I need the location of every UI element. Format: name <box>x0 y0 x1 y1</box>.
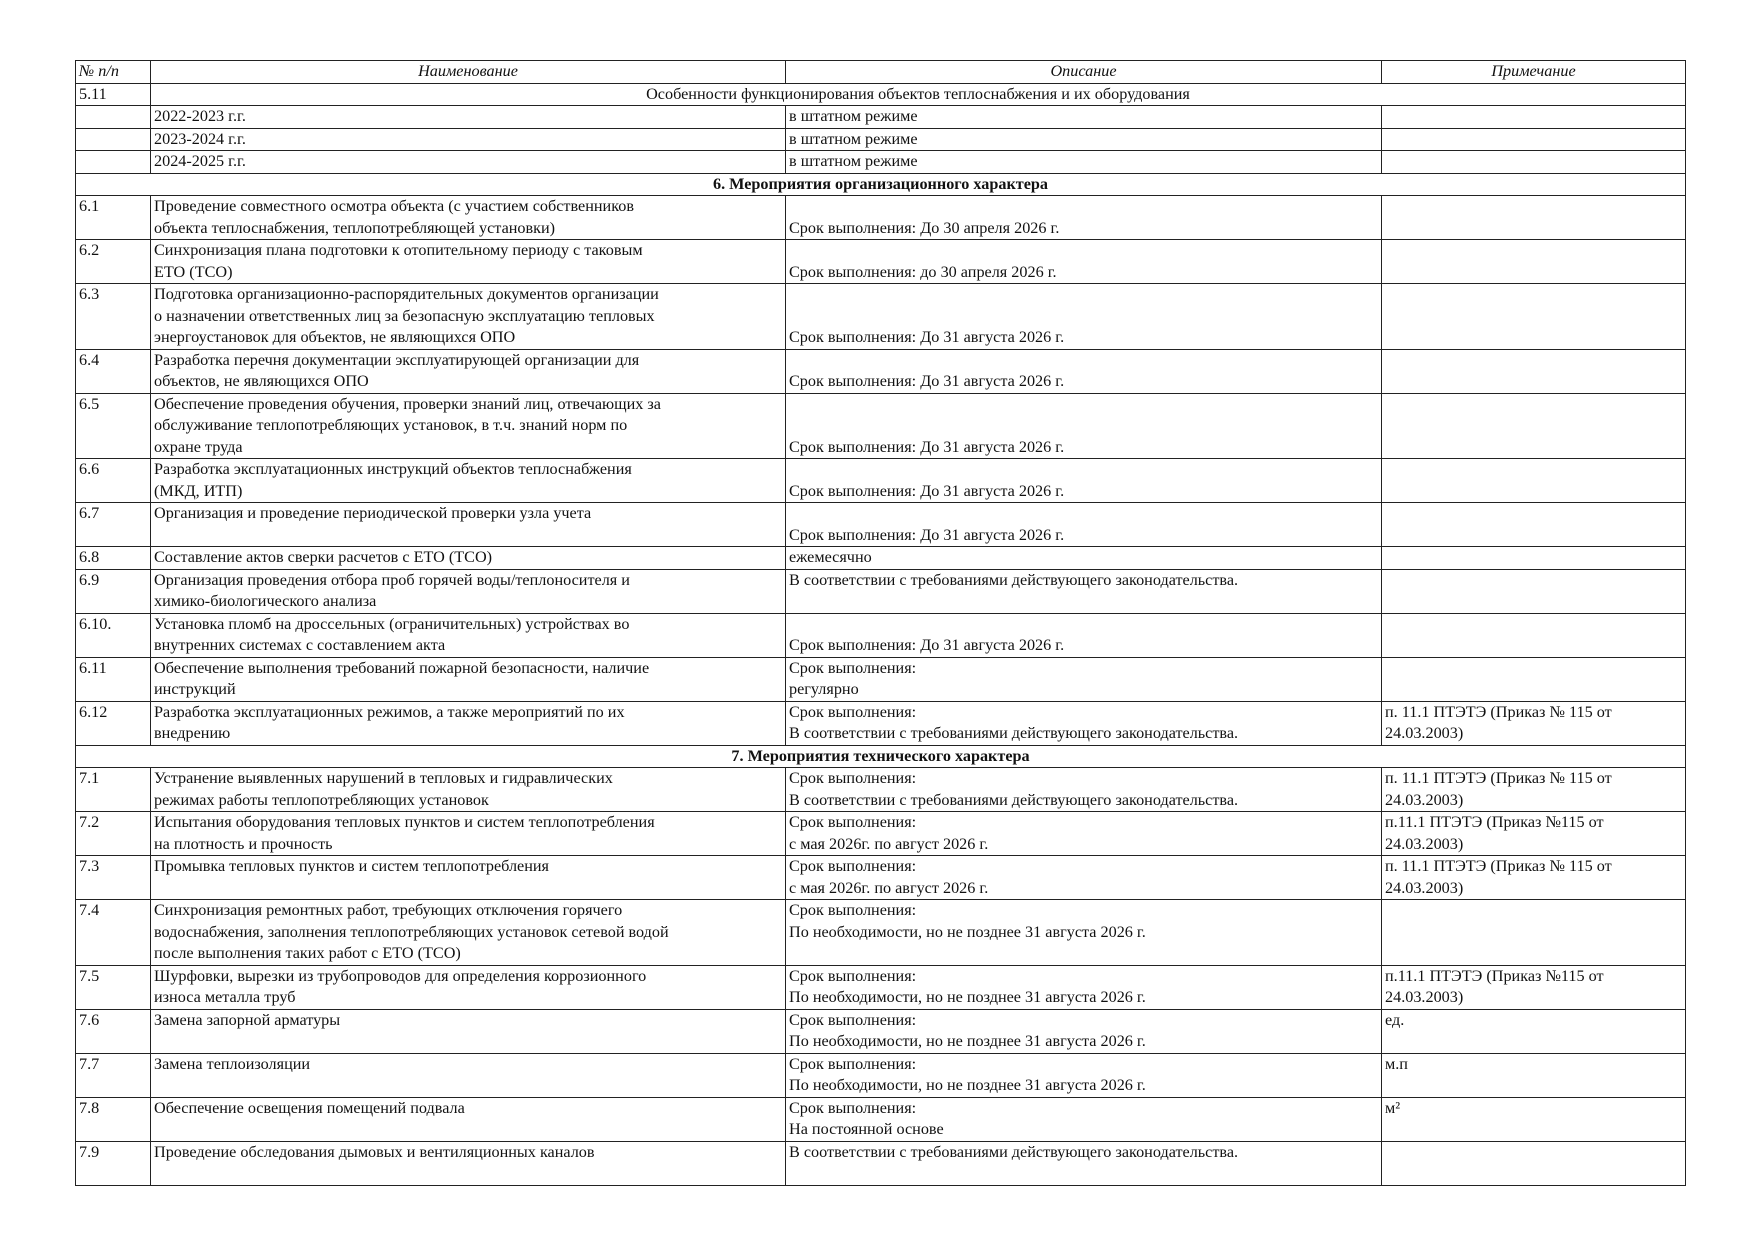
row-name: 2023-2024 г.г. <box>151 128 786 151</box>
row-note <box>1382 1097 1686 1141</box>
row-name <box>151 657 786 701</box>
row-note <box>1382 196 1686 240</box>
table-row <box>76 1053 1686 1097</box>
table-row <box>76 613 1686 657</box>
row-num: 6.6 <box>76 459 151 503</box>
row-num: 7.5 <box>76 965 151 1009</box>
header-description: Описание <box>786 61 1382 84</box>
row-note-line: 24.03.2003) <box>1385 834 1464 853</box>
row-note <box>1382 151 1686 174</box>
row-description-line: Срок выполнения: <box>789 658 917 677</box>
row-name-line: объекта теплоснабжения, теплопотребляющей установки) <box>154 218 556 237</box>
row-note-line: м.п <box>1385 1054 1408 1073</box>
row-description <box>786 1097 1382 1141</box>
table-row <box>76 151 1686 174</box>
row-description: в штатном режиме <box>786 151 1382 174</box>
row-note-line: 24.03.2003) <box>1385 988 1464 1006</box>
row-num: 6.7 <box>76 503 151 547</box>
row-description <box>786 856 1382 900</box>
row-name-line: о назначении ответственных лиц за безопасную эксплуатацию тепловых <box>154 306 655 325</box>
row-description <box>786 284 1382 350</box>
row-name-line: объектов, не являющихся ОПО <box>154 372 369 390</box>
row-name-line <box>154 1031 782 1053</box>
row-description: в штатном режиме <box>786 128 1382 151</box>
row-name <box>151 701 786 745</box>
row-name-line: ЕТО (ТСО) <box>154 262 233 281</box>
row-note-line: 24.03.2003) <box>1385 724 1464 742</box>
row-description-line: По необходимости, но не позднее 31 августа 2026 г. <box>789 1032 1146 1050</box>
row-description-line: Срок выполнения: <box>789 1010 917 1029</box>
row-description <box>786 503 1382 547</box>
row-description-line: регулярно <box>789 680 859 698</box>
row-name-line: после выполнения таких работ с ЕТО (ТСО) <box>154 944 461 962</box>
row-name-line: Организация проведения отбора проб горячей воды/теплоносителя и <box>154 570 630 589</box>
header-num: № п/п <box>76 61 151 84</box>
row-note <box>1382 701 1686 745</box>
row-name-line: охране труда <box>154 437 243 456</box>
row-note <box>1382 349 1686 393</box>
table-row <box>76 106 1686 129</box>
row-name-line: Синхронизация плана подготовки к отопительному периоду с таковым <box>154 241 643 259</box>
row-num: 7.3 <box>76 856 151 900</box>
row-note-line: м² <box>1385 1098 1401 1117</box>
row-note <box>1382 1009 1686 1053</box>
row-description <box>786 812 1382 856</box>
row-note-line: п. 11.1 ПТЭТЭ (Приказ № 115 от <box>1385 702 1612 721</box>
row-name-line: износа металла труб <box>154 988 296 1006</box>
row-description-line: По необходимости, но не позднее 31 августа 2026 г. <box>789 1076 1146 1094</box>
row-description <box>786 196 1382 240</box>
row-description-line: Срок выполнения: До 30 апреля 2026 г. <box>789 218 1060 237</box>
row-description-line: Срок выполнения: <box>789 966 917 985</box>
row-name-line: водоснабжения, заполнения теплопотребляющих установок сетевой водой <box>154 922 669 941</box>
row-name-line: Синхронизация ремонтных работ, требующих отключения горячего <box>154 901 623 919</box>
row-description <box>786 1009 1382 1053</box>
row-description-line: Срок выполнения: До 31 августа 2026 г. <box>789 636 1065 654</box>
row-name <box>151 768 786 812</box>
row-description <box>786 393 1382 459</box>
row-num <box>76 106 151 129</box>
row-name <box>151 547 786 570</box>
row-note <box>1382 657 1686 701</box>
row-note-line: п. 11.1 ПТЭТЭ (Приказ № 115 от <box>1385 857 1612 875</box>
row-note <box>1382 128 1686 151</box>
row-description-line: Срок выполнения: До 31 августа 2026 г. <box>789 525 1065 544</box>
row-num: 7.1 <box>76 768 151 812</box>
section-heading-row <box>76 745 1686 768</box>
row-num: 7.6 <box>76 1009 151 1053</box>
row-name-line <box>154 1163 782 1185</box>
row-name <box>151 1009 786 1053</box>
row-num: 6.4 <box>76 349 151 393</box>
document-page <box>75 60 1685 1186</box>
row-note <box>1382 613 1686 657</box>
row-description-line: По необходимости, но не позднее 31 августа 2026 г. <box>789 988 1146 1006</box>
row-name-line: Устранение выявленных нарушений в тепловых и гидравлических <box>154 769 613 787</box>
row-note <box>1382 1141 1686 1185</box>
row-num <box>76 128 151 151</box>
row-num: 7.9 <box>76 1141 151 1185</box>
row-num: 7.4 <box>76 900 151 966</box>
row-num: 7.7 <box>76 1053 151 1097</box>
row-description-line: с мая 2026г. по август 2026 г. <box>789 834 989 853</box>
row-description <box>786 1141 1382 1185</box>
row-description-line: Срок выполнения: до 30 апреля 2026 г. <box>789 262 1057 281</box>
row-name <box>151 1053 786 1097</box>
table-row <box>76 1097 1686 1141</box>
row-name: 2024-2025 г.г. <box>151 151 786 174</box>
row-name <box>151 459 786 503</box>
section-title: 6. Мероприятия организационного характера <box>76 173 1686 196</box>
row-description-line: В соответствии с требованиями действующего законодательства. <box>789 1142 1239 1161</box>
row-description-line: Срок выполнения: <box>789 769 917 787</box>
row-name-line: Подготовка организационно-распорядительных документов организации <box>154 285 659 303</box>
row-num: 6.3 <box>76 284 151 350</box>
table-row <box>76 128 1686 151</box>
table-row <box>76 196 1686 240</box>
row-name <box>151 569 786 613</box>
row-description-line: По необходимости, но не позднее 31 августа 2026 г. <box>789 922 1146 941</box>
table-row <box>76 900 1686 966</box>
row-description-line: Срок выполнения: <box>789 813 917 831</box>
row-description <box>786 965 1382 1009</box>
row-name-line: химико-биологического анализа <box>154 592 377 610</box>
row-note-line: 24.03.2003) <box>1385 878 1464 897</box>
row-description <box>786 900 1382 966</box>
row-name <box>151 856 786 900</box>
row-name-line: энергоустановок для объектов, не являющихся ОПО <box>154 328 516 346</box>
row-num: 6.8 <box>76 547 151 570</box>
row-name-line: Разработка перечня документации эксплуатирующей организации для <box>154 350 640 369</box>
row-name-line: внедрению <box>154 724 231 742</box>
row-name <box>151 900 786 966</box>
row-name-line: Разработка эксплуатационных режимов, а также мероприятий по их <box>154 702 625 721</box>
row-note-line: ед. <box>1385 1010 1405 1029</box>
table-row <box>76 569 1686 613</box>
row-name <box>151 1097 786 1141</box>
row-name-line <box>154 878 782 900</box>
row-name-line: Обеспечение проведения обучения, проверки знаний лиц, отвечающих за <box>154 394 661 413</box>
row-name: 2022-2023 г.г. <box>151 106 786 129</box>
row-name <box>151 196 786 240</box>
row-name <box>151 349 786 393</box>
row-name <box>151 1141 786 1185</box>
table-row <box>76 393 1686 459</box>
row-num: 7.8 <box>76 1097 151 1141</box>
table-row <box>76 240 1686 284</box>
header-note: Примечание <box>1382 61 1686 84</box>
row-name-line: Замена запорной арматуры <box>154 1010 341 1029</box>
row-description <box>786 768 1382 812</box>
row-name-line: внутренних системах с составлением акта <box>154 636 446 654</box>
row-description-line: Срок выполнения: <box>789 1054 917 1073</box>
header-name: Наименование <box>151 61 786 84</box>
table-row <box>76 965 1686 1009</box>
row-description <box>786 657 1382 701</box>
row-note-line: п.11.1 ПТЭТЭ (Приказ №115 от <box>1385 813 1604 831</box>
table-body <box>76 83 1686 1185</box>
row-note <box>1382 812 1686 856</box>
row-description-line: В соответствии с требованиями действующего законодательства. <box>789 724 1239 742</box>
row-num: 6.2 <box>76 240 151 284</box>
row-name <box>151 812 786 856</box>
row-description-line: Срок выполнения: <box>789 702 917 721</box>
table-row <box>76 657 1686 701</box>
row-description-line: Срок выполнения: До 31 августа 2026 г. <box>789 328 1065 346</box>
row-description <box>786 613 1382 657</box>
row-description-line: Срок выполнения: <box>789 901 917 919</box>
row-description <box>786 349 1382 393</box>
row-name-line: (МКД, ИТП) <box>154 481 243 500</box>
row-description-line: В соответствии с требованиями действующего законодательства. <box>789 570 1239 589</box>
row-num: 6.11 <box>76 657 151 701</box>
row-num: 7.2 <box>76 812 151 856</box>
row-num: 6.10. <box>76 613 151 657</box>
row-name-line <box>154 525 782 547</box>
row-num <box>76 151 151 174</box>
table-row <box>76 459 1686 503</box>
row-description-line: Срок выполнения: До 31 августа 2026 г. <box>789 372 1065 390</box>
section-heading-row <box>76 173 1686 196</box>
row-description-line: с мая 2026г. по август 2026 г. <box>789 878 989 897</box>
row-description <box>786 701 1382 745</box>
row-name-line: Разработка эксплуатационных инструкций объектов теплоснабжения <box>154 460 632 478</box>
table-row <box>76 812 1686 856</box>
section-title: 7. Мероприятия технического характера <box>76 745 1686 768</box>
table-row <box>76 701 1686 745</box>
row-num: 6.5 <box>76 393 151 459</box>
row-note <box>1382 1053 1686 1097</box>
row-name <box>151 613 786 657</box>
row-description: в штатном режиме <box>786 106 1382 129</box>
section-5-11-num: 5.11 <box>76 83 151 106</box>
row-name <box>151 965 786 1009</box>
row-note <box>1382 768 1686 812</box>
row-num: 6.9 <box>76 569 151 613</box>
row-note <box>1382 459 1686 503</box>
row-name-line: Шурфовки, вырезки из трубопроводов для определения коррозионного <box>154 966 647 985</box>
row-description-line: ежемесячно <box>789 548 872 566</box>
table-row <box>76 284 1686 350</box>
row-name-line: Обеспечение освещения помещений подвала <box>154 1098 465 1117</box>
section-5-11-title: Особенности функционирования объектов теплоснабжения и их оборудования <box>151 83 1686 106</box>
row-note <box>1382 856 1686 900</box>
row-description-line: Срок выполнения: <box>789 857 917 875</box>
table-row <box>76 1141 1686 1185</box>
row-name <box>151 503 786 547</box>
row-name-line: Испытания оборудования тепловых пунктов и систем теплопотребления <box>154 813 655 831</box>
row-note <box>1382 569 1686 613</box>
row-description <box>786 459 1382 503</box>
row-name-line: обслуживание теплопотребляющих установок, в т.ч. знаний норм по <box>154 416 628 434</box>
row-name <box>151 240 786 284</box>
row-description <box>786 240 1382 284</box>
section-5-11-row <box>76 83 1686 106</box>
row-name-line <box>154 1119 782 1141</box>
row-name-line: Промывка тепловых пунктов и систем теплопотребления <box>154 857 549 875</box>
table-row <box>76 503 1686 547</box>
row-name-line: Установка пломб на дроссельных (ограничительных) устройствах во <box>154 614 630 633</box>
row-num: 6.12 <box>76 701 151 745</box>
row-description-line: Срок выполнения: <box>789 1098 917 1117</box>
row-note-line: п.11.1 ПТЭТЭ (Приказ №115 от <box>1385 966 1604 985</box>
row-name <box>151 284 786 350</box>
row-name-line: Проведение обследования дымовых и вентиляционных каналов <box>154 1142 595 1161</box>
row-name-line: на плотность и прочность <box>154 834 333 853</box>
row-name-line: Замена теплоизоляции <box>154 1054 311 1073</box>
table-row <box>76 349 1686 393</box>
row-note-line: п. 11.1 ПТЭТЭ (Приказ № 115 от <box>1385 769 1612 787</box>
row-description-line: На постоянной основе <box>789 1120 944 1138</box>
row-description <box>786 547 1382 570</box>
row-name-line: Составление актов сверки расчетов с ЕТО (ТСО) <box>154 548 493 566</box>
row-name-line: Обеспечение выполнения требований пожарной безопасности, наличие <box>154 658 650 677</box>
row-name <box>151 393 786 459</box>
row-description <box>786 569 1382 613</box>
row-note <box>1382 503 1686 547</box>
row-num: 6.1 <box>76 196 151 240</box>
row-name-line: режимах работы теплопотребляющих установок <box>154 790 489 809</box>
row-note <box>1382 965 1686 1009</box>
row-note <box>1382 240 1686 284</box>
table-row <box>76 1009 1686 1053</box>
row-description-line: В соответствии с требованиями действующего законодательства. <box>789 790 1239 809</box>
table-row <box>76 547 1686 570</box>
row-note <box>1382 900 1686 966</box>
row-name-line <box>154 1075 782 1097</box>
row-description-line: Срок выполнения: До 31 августа 2026 г. <box>789 437 1065 456</box>
row-name-line: Проведение совместного осмотра объекта (с участием собственников <box>154 197 634 215</box>
row-name-line: инструкций <box>154 680 236 698</box>
table-row <box>76 768 1686 812</box>
row-note <box>1382 284 1686 350</box>
row-description-line: Срок выполнения: До 31 августа 2026 г. <box>789 481 1065 500</box>
row-description <box>786 1053 1382 1097</box>
table-row <box>76 856 1686 900</box>
row-name-line: Организация и проведение периодической проверки узла учета <box>154 504 592 522</box>
row-note-line: 24.03.2003) <box>1385 790 1464 809</box>
table-header-row <box>76 61 1686 84</box>
row-note <box>1382 547 1686 570</box>
measures-table <box>75 60 1686 1186</box>
row-note <box>1382 393 1686 459</box>
row-note <box>1382 106 1686 129</box>
